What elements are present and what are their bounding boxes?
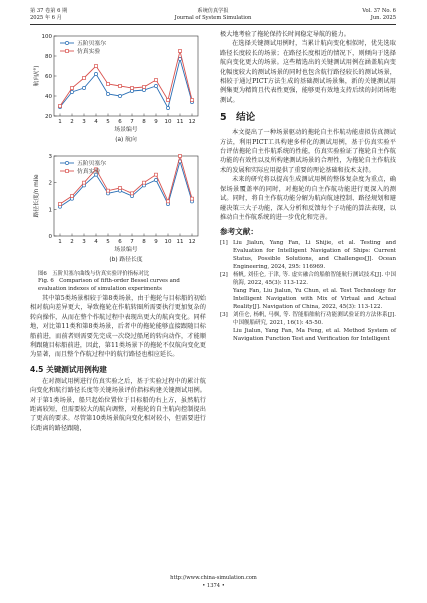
paragraph: 未来的研究将以提高生成测试用例的整体复杂度为重点，确保场景覆盖率的同时，对拖轮的自主作航功能进行更深入的测试。同时，将自主作航功能分解为航向航速控制、路径规划和避碰决策三大子功能，深入分析和反馈每个子功能的算法表现，以推动自主作航系统的进一步优化和完善。 <box>220 176 396 221</box>
reference-text: Liu Jialun, Yang Fan, Li Shijie, et al. Testing and Evaluation for Intelligent Navigation of Ships: Current Status, Possible Solutions, and Challenges[J]. Ocean Engineering, 2024, 295: 116969. <box>233 240 396 271</box>
y-tick-label: 80 <box>45 54 52 60</box>
data-point <box>191 197 194 200</box>
legend-label: 仿真实验 <box>77 49 101 55</box>
right-column-text <box>220 30 396 343</box>
data-point <box>178 57 181 60</box>
x-tick-label: 4 <box>94 119 98 125</box>
header-date: 2025 年 6 月 <box>30 14 62 21</box>
data-point <box>191 99 194 102</box>
data-point <box>59 203 62 206</box>
data-point <box>179 50 182 53</box>
data-point <box>106 92 109 95</box>
paragraph: 在对测试用例进行仿真实验之后，基于实验过程中的累计航向变化和航行路径长度等关键场景评价指标构建关键测试用例。对于第1类场景，船只起始位置位于目标船的右上方，虽然航行距离较短，但需要较大的航向调整，对拖轮的自主航向控制提出了更高的要求。尽管第10类场景航向变化相对较小，但需要进行长距离的路径跟随， <box>30 377 206 432</box>
x-tick-label: 11 <box>176 119 184 125</box>
header-rule <box>30 24 396 25</box>
x-tick-label: 8 <box>142 239 146 245</box>
data-point <box>71 195 74 198</box>
x-axis-label: 场景编号 <box>114 247 138 253</box>
subfigure-caption: (a) 航向 <box>115 137 137 143</box>
paragraph: 其中第5类场景相较于第8类场景，由于拖轮与目标船的初始相对航向差异更大，导致拖轮在作航转圈所需要执行更加复杂的转向操作，从而在整个作航过程中表现出更大的航向变化。同样地，对比第11类和第8类场景，后者中的拖轮能够直接跟随目标船前进，而前者则需要先完成一次绕过船尾的转向动作，才能顺利跟随目标船前进，因此，第11类场景下的拖轮不仅航向变化更为显著，而且整个作航过程中的航行路径也相应延长。 <box>30 295 206 359</box>
x-tick-label: 2 <box>70 239 74 245</box>
paragraph: 在选择关键测试用例时，当累计航向变化相似时，优先选取路径长度较长的场景；在路径长度相近的情况下，则倾向于选择航向变化更大的场景。这些精选出的关键测试用例在涵盖航向变化幅度较大的测试场景的同时也包含航行路径较长的测试场景，相较于通过PICT方法生成的基础测试场景集，新的关键测试用例集更为精简且代表性更强，能够更有效地支持后续的封闭场地测试。 <box>220 40 396 104</box>
paragraph: 极大地考验了拖轮保持长时间稳定导航的能力。 <box>220 31 350 38</box>
x-tick-label: 2 <box>70 119 74 125</box>
data-point <box>167 99 170 102</box>
x-tick-label: 3 <box>82 239 86 245</box>
x-tick-label: 1 <box>58 239 62 245</box>
data-point <box>131 192 134 195</box>
y-tick-label: 100 <box>41 34 52 40</box>
x-tick-label: 10 <box>164 239 172 245</box>
header-volume-en: Vol. 37 No. 6 <box>362 8 396 14</box>
series-line <box>60 51 192 106</box>
x-tick-label: 7 <box>130 119 134 125</box>
journal-title-zh: 系统仿真学报 <box>197 8 229 14</box>
x-tick-label: 12 <box>188 119 196 125</box>
legend-marker <box>66 170 69 173</box>
figure-caption-zh: 图6 五阶贝塞尔曲线与仿真实验评价指标对比 <box>38 271 150 277</box>
data-point <box>83 181 86 184</box>
reference-item <box>220 287 396 311</box>
data-point <box>154 178 157 181</box>
x-tick-label: 6 <box>118 239 122 245</box>
reference-text: 刘佳仑, 杨帆, 马枫, 等. 智能船舶航行功能测试验证的方法体系[J]. 中国舰船研究, 2021, 16(1): 45-50. <box>233 312 396 327</box>
section-heading: 5 结论 <box>220 112 256 124</box>
legend-label: 五阶贝塞尔 <box>77 161 106 167</box>
x-tick-label: 10 <box>164 119 172 125</box>
data-point <box>82 86 85 89</box>
page-footer <box>0 574 427 590</box>
subfigure-caption: (b) 路径长度 <box>109 257 143 263</box>
reference-item <box>220 327 396 343</box>
x-tick-label: 3 <box>82 119 86 125</box>
journal-title-en: Journal of System Simulation <box>174 14 252 21</box>
x-tick-label: 9 <box>154 119 158 125</box>
data-point <box>71 87 74 90</box>
data-point <box>155 79 158 82</box>
x-tick-label: 5 <box>106 239 110 245</box>
data-point <box>166 106 169 109</box>
header-volume: 第 37 卷第 6 期 <box>30 8 68 14</box>
figure-caption <box>38 271 208 293</box>
reference-text: Yang Fan, Liu Jialun, Yu Chun, et al. Test Technology for Intelligent Navigation with Mix of Virtual and Actual Reality[J]. Navigation of China, 2022, 45(3): 113-122. <box>233 288 396 311</box>
heading-chart <box>30 30 206 148</box>
reference-item <box>220 239 396 271</box>
reference-text: 杨帆, 刘佳仑, 于津, 等. 虚实融合的船舶智能航行测试技术[J]. 中国航海, 2022, 45(3): 113-122. <box>233 272 396 287</box>
data-point <box>59 105 62 108</box>
references-heading: 参考文献： <box>220 227 258 237</box>
header-center <box>30 8 396 22</box>
legend-marker <box>65 161 68 164</box>
y-tick-label: 20 <box>45 114 52 120</box>
data-point <box>107 189 110 192</box>
data-point <box>119 187 122 190</box>
x-tick-label: 4 <box>94 239 98 245</box>
x-tick-label: 1 <box>58 119 62 125</box>
reference-number: [2] <box>220 272 228 279</box>
reference-number: [3] <box>220 312 228 319</box>
y-tick-label: 60 <box>45 74 52 80</box>
x-axis-label: 场景编号 <box>114 127 138 133</box>
y-tick-label: 2 <box>48 180 52 187</box>
y-tick-label: 0 <box>48 234 52 240</box>
y-axis-label: 航向/(°) <box>34 65 40 87</box>
plot-frame <box>54 36 198 116</box>
data-point <box>142 88 145 91</box>
legend-marker <box>65 41 68 44</box>
x-tick-label: 11 <box>176 239 184 245</box>
y-tick-label: 40 <box>45 94 52 100</box>
data-point <box>107 83 110 86</box>
data-point <box>143 86 146 89</box>
data-point <box>143 181 146 184</box>
x-tick-label: 12 <box>188 239 196 245</box>
data-point <box>154 84 157 87</box>
data-point <box>118 94 121 97</box>
paragraph: 本文提出了一种场景驱动的拖轮自主作航功能虚拟仿真测试方法，利用PICT工具构建多样化的测试用例，基于仿真实验平台评估拖轮自主作航系统的性能，仿真实验验证了拖轮自主作航功能的有效性以及所构建测试场景的合理性，为拖轮自主作航技术的发展和实际应用提供了重要的理论基础和技术支持。 <box>220 129 396 174</box>
x-tick-label: 6 <box>118 119 122 125</box>
reference-item <box>220 271 396 287</box>
legend-marker <box>66 50 69 53</box>
x-tick-label: 5 <box>106 119 110 125</box>
section-heading: 4.5 关键测试用例构建 <box>30 364 107 374</box>
path-length-chart <box>30 150 206 268</box>
data-point <box>94 72 97 75</box>
reference-list <box>220 239 396 343</box>
data-point <box>155 173 158 176</box>
data-point <box>130 89 133 92</box>
legend-label: 五阶贝塞尔 <box>77 41 106 47</box>
data-point <box>167 200 170 203</box>
header-date-en: Jun. 2025 <box>370 14 396 21</box>
y-tick-label: 3 <box>48 154 52 160</box>
data-point <box>119 85 122 88</box>
x-tick-label: 7 <box>130 239 134 245</box>
y-axis-label: 路径长度/n mile <box>34 174 40 218</box>
figure-caption-en: Fig. 6 Comparison of fifth-order Bessel curves and evaluation indexes of simulation experiments <box>38 278 180 292</box>
y-tick-label: 1 <box>48 207 52 214</box>
legend-label: 仿真实验 <box>77 169 101 175</box>
reference-number: [1] <box>220 240 228 247</box>
reference-text: Liu Jialun, Yang Fan, Ma Feng, et al. Method System of Navigation Function Test and Verification for Intelligent <box>233 328 396 343</box>
header-right <box>362 8 396 22</box>
data-point <box>95 65 98 68</box>
reference-item <box>220 311 396 327</box>
data-point <box>131 87 134 90</box>
x-tick-label: 8 <box>142 119 146 125</box>
data-point <box>83 77 86 80</box>
data-point <box>179 155 182 158</box>
data-point <box>70 90 73 93</box>
page-number: • 1374 • <box>202 583 225 589</box>
left-column-text <box>30 294 206 433</box>
footer-url: http://www.china-simulation.com <box>170 575 257 581</box>
x-tick-label: 9 <box>154 239 158 245</box>
